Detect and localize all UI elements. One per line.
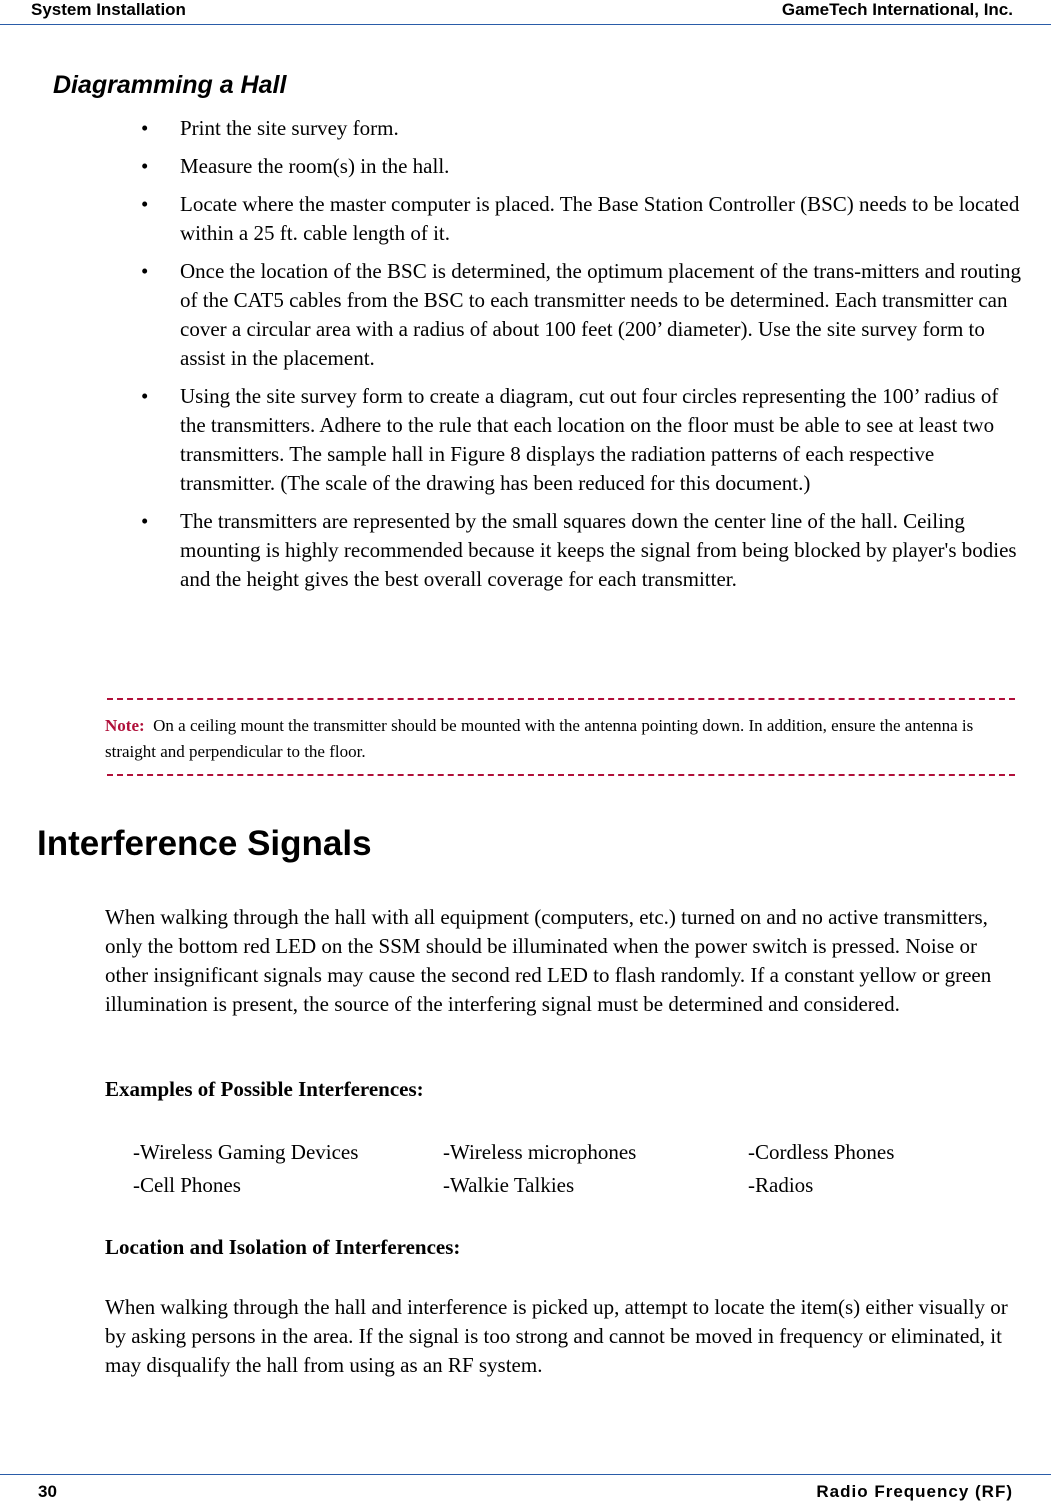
table-cell: -Cordless Phones	[748, 1140, 895, 1164]
examples-table	[133, 1136, 993, 1202]
note-text: On a ceiling mount the transmitter should be mounted with the antenna pointing down. In addition, ensure the antenna is straight and perpendicular to the floor.	[105, 716, 974, 761]
note-divider-bottom	[107, 774, 1015, 776]
note-divider-top	[107, 698, 1015, 700]
page-header	[0, 0, 1051, 26]
examples-heading: Examples of Possible Interferences:	[105, 1077, 424, 1101]
location-text: When walking through the hall and interference is picked up, attempt to locate the item(s) either visually or by asking persons in the area. If the signal is too strong and cannot be moved in frequency or eliminated, it may disqualify the hall from using as an RF system.	[105, 1295, 1008, 1377]
list-item: • Once the location of the BSC is determined, the optimum placement of the trans-mitters and routing of the CAT5 cables from the BSC to each transmitter needs to be determined. Each transmitter can cover a circular area with a radius of about 100 feet (200’ diameter). Use the site survey form to assist in the placement.	[141, 259, 1021, 370]
footer-section: Radio Frequency (RF)	[816, 1482, 1013, 1501]
list-item: • The transmitters are represented by the small squares down the center line of the hall. Ceiling mounting is highly recommended because it keeps the signal from being blocked by player's bodies and the height gives the best overall coverage for each transmitter.	[141, 509, 1017, 591]
bullet-icon: •	[141, 154, 149, 178]
note-box	[105, 713, 1020, 765]
steps-list	[141, 114, 1021, 603]
section-title: Diagramming a Hall	[53, 71, 287, 99]
table-row	[133, 1169, 993, 1202]
header-section: System Installation	[31, 0, 186, 19]
interference-heading: Interference Signals	[37, 824, 372, 863]
bullet-icon: •	[141, 192, 149, 216]
page-number: 30	[38, 1482, 57, 1501]
table-cell: -Wireless Gaming Devices	[133, 1140, 359, 1164]
interference-intro: When walking through the hall with all equipment (computers, etc.) turned on and no active transmitters, only the bottom red LED on the SSM should be illuminated when the power switch is pressed. Noise or other insignificant signals may cause the second red LED to flash randomly. If a constant yellow or green illumination is present, the source of the interfering signal must be determined and considered.	[105, 905, 992, 1016]
list-item: • Measure the room(s) in the hall.	[141, 152, 1021, 181]
footer-rule	[0, 1474, 1051, 1475]
bullet-icon: •	[141, 509, 149, 533]
table-cell: -Radios	[748, 1173, 814, 1197]
location-heading: Location and Isolation of Interferences:	[105, 1235, 461, 1259]
header-rule	[0, 24, 1051, 25]
table-cell: -Wireless microphones	[443, 1140, 637, 1164]
list-item: • Print the site survey form.	[141, 114, 1021, 143]
note-label: Note:	[105, 716, 145, 735]
table-row	[133, 1136, 993, 1169]
header-company: GameTech International, Inc.	[781, 0, 1013, 19]
bullet-icon: •	[141, 116, 149, 140]
table-cell: -Walkie Talkies	[443, 1173, 575, 1197]
bullet-icon: •	[141, 259, 149, 283]
table-cell: -Cell Phones	[133, 1173, 241, 1197]
bullet-icon: •	[141, 384, 149, 408]
list-item: • Locate where the master computer is placed. The Base Station Controller (BSC) needs to be located within a 25 ft. cable length of it.	[141, 192, 1020, 245]
list-item: • Using the site survey form to create a diagram, cut out four circles representing the 100’ radius of the transmitters. Adhere to the rule that each location on the floor must be able to see at least two transmitters. The sample hall in Figure 8 displays the radiation patterns of each respective transmitter. (The scale of the drawing has been reduced for this document.)	[141, 384, 999, 495]
